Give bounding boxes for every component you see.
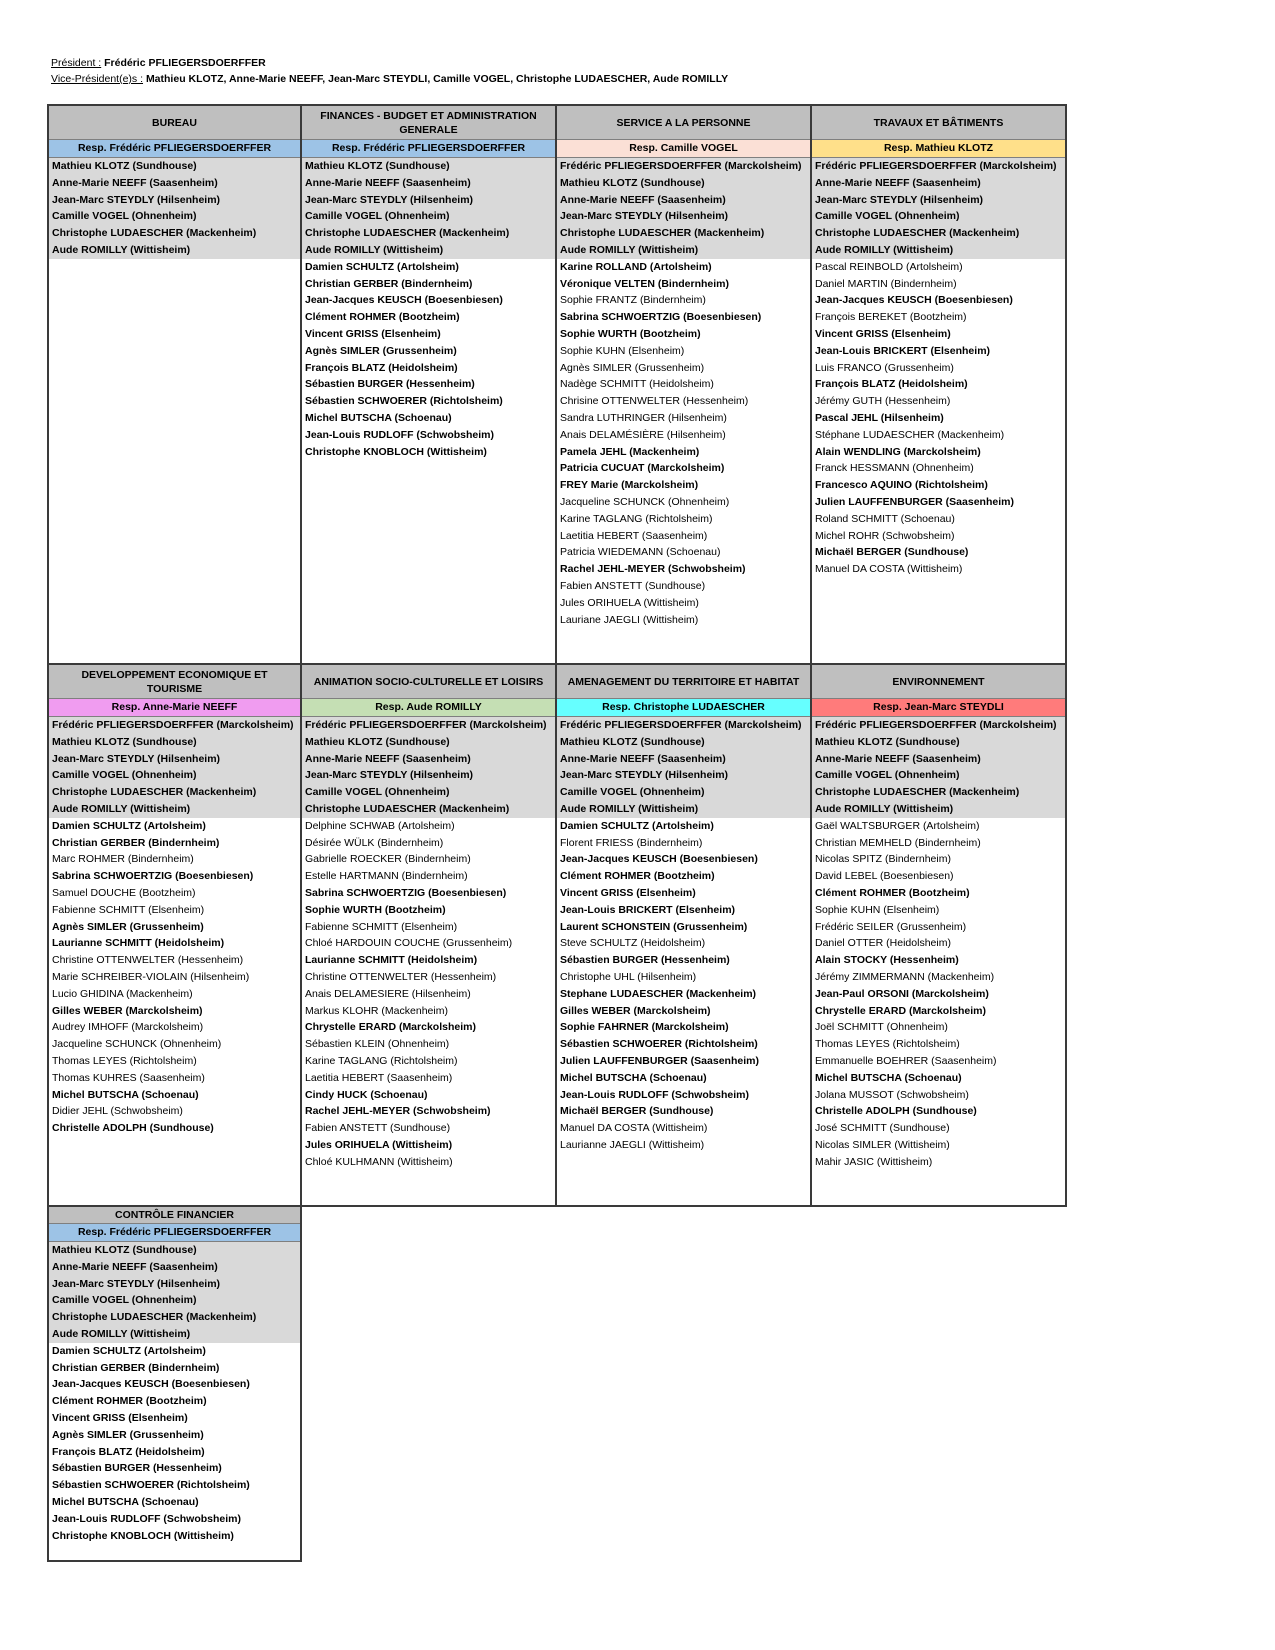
member-item: Sophie KUHN (Elsenheim) [560, 344, 685, 357]
commission-title: AMENAGEMENT DU TERRITOIRE ET HABITAT [557, 665, 810, 699]
member-item: Estelle HARTMANN (Bindernheim) [305, 870, 468, 883]
member-item: Michel BUTSCHA (Schoenau) [815, 1071, 962, 1084]
member-item: Roland SCHMITT (Schoenau) [815, 512, 955, 525]
member-item: Julien LAUFFENBURGER (Saasenheim) [560, 1054, 759, 1067]
member-item: Patricia WIEDEMANN (Schoenau) [560, 546, 721, 559]
member-item: Jean-Louis RUDLOFF (Schwobsheim) [52, 1512, 242, 1525]
member-item: Clément ROHMER (Bootzheim) [52, 1395, 207, 1408]
member-item: Jean-Jacques KEUSCH (Boesenbiesen) [560, 853, 758, 866]
member-item: François BLATZ (Heidolsheim) [52, 1445, 205, 1458]
member-item: Patricia CUCUAT (Marckolsheim) [560, 462, 725, 475]
commission-title: FINANCES - BUDGET ET ADMINISTRATION GENERALE [302, 106, 555, 140]
commission-responsable: Resp. Frédéric PFLIEGERSDOERFFER [49, 1224, 300, 1242]
commission-responsable: Resp. Jean-Marc STEYDLI [812, 699, 1065, 717]
member-item: Camille VOGEL (Ohnenheim) [49, 208, 300, 225]
member-item: Jean-Jacques KEUSCH (Boesenbiesen) [815, 294, 1013, 307]
member-item: Pascal REINBOLD (Artolsheim) [815, 260, 963, 273]
member-item: Sébastien SCHWOERER (Richtolsheim) [305, 395, 503, 408]
commission-responsable: Resp. Mathieu KLOTZ [812, 140, 1065, 158]
member-item: Francesco AQUINO (Richtolsheim) [815, 479, 988, 492]
member-item: Nadège SCHMITT (Heidolsheim) [560, 378, 714, 391]
member-item: Thomas LEYES (Richtolsheim) [815, 1038, 960, 1051]
member-item: Chrystelle ERARD (Marckolsheim) [305, 1021, 476, 1034]
member-item: Jolana MUSSOT (Schwobsheim) [815, 1088, 969, 1101]
member-item: Aude ROMILLY (Wittisheim) [49, 1326, 300, 1343]
member-item: Jean-Marc STEYDLY (Hilsenheim) [49, 1276, 300, 1293]
member-item: David LEBEL (Boesenbiesen) [815, 870, 954, 883]
member-item: Karine ROLLAND (Artolsheim) [560, 260, 712, 273]
member-item: Jean-Paul ORSONI (Marckolsheim) [815, 987, 989, 1000]
commission-responsable: Resp. Christophe LUDAESCHER [557, 699, 810, 717]
member-item: Thomas KUHRES (Saasenheim) [52, 1071, 205, 1084]
commission-responsable: Resp. Camille VOGEL [557, 140, 810, 158]
commission-block [557, 106, 812, 665]
member-item: Marie SCHREIBER-VIOLAIN (Hilsenheim) [52, 970, 250, 983]
member-item: Jules ORIHUELA (Wittisheim) [305, 1138, 453, 1151]
member-item: Nicolas SIMLER (Wittisheim) [815, 1138, 950, 1151]
member-item: Aude ROMILLY (Wittisheim) [557, 242, 810, 259]
member-item: Michel ROHR (Schwobsheim) [815, 529, 955, 542]
member-item: Damien SCHULTZ (Artolsheim) [305, 260, 459, 273]
member-item: Damien SCHULTZ (Artolsheim) [52, 1344, 206, 1357]
member-item: Fabien ANSTETT (Sundhouse) [305, 1122, 451, 1135]
member-item: Christophe LUDAESCHER (Mackenheim) [49, 784, 300, 801]
commission-block [302, 106, 557, 665]
member-item: Fabien ANSTETT (Sundhouse) [560, 579, 706, 592]
member-item: Karine TAGLANG (Richtolsheim) [560, 512, 713, 525]
member-item: Sabrina SCHWOERTZIG (Boesenbiesen) [305, 886, 507, 899]
member-item: Jérémy GUTH (Hessenheim) [815, 395, 951, 408]
commission-title: DEVELOPPEMENT ECONOMIQUE ET TOURISME [49, 665, 300, 699]
member-item: Cindy HUCK (Schoenau) [305, 1088, 428, 1101]
member-item: Jean-Louis RUDLOFF (Schwobsheim) [305, 428, 495, 441]
member-item: Sébastien BURGER (Hessenheim) [305, 378, 475, 391]
member-item: Aude ROMILLY (Wittisheim) [812, 242, 1065, 259]
member-item: Michel BUTSCHA (Schoenau) [52, 1088, 199, 1101]
member-item: Aude ROMILLY (Wittisheim) [557, 801, 810, 818]
member-item: Rachel JEHL-MEYER (Schwobsheim) [305, 1105, 491, 1118]
member-item: Luis FRANCO (Grussenheim) [815, 361, 954, 374]
member-item: Jean-Jacques KEUSCH (Boesenbiesen) [305, 294, 503, 307]
member-item: Lauriane JAEGLI (Wittisheim) [560, 613, 699, 626]
member-list [557, 158, 810, 628]
member-item: Christophe LUDAESCHER (Mackenheim) [812, 784, 1065, 801]
commission-row-2 [47, 663, 1067, 1207]
member-item: Frédéric PFLIEGERSDOERFFER (Marckolsheim) [557, 717, 810, 734]
member-item: Clément ROHMER (Bootzheim) [560, 870, 715, 883]
member-item: Michel BUTSCHA (Schoenau) [560, 1071, 707, 1084]
member-item: Michaël BERGER (Sundhouse) [560, 1105, 714, 1118]
member-item: Samuel DOUCHE (Bootzheim) [52, 886, 196, 899]
member-item: Alain WENDLING (Marckolsheim) [815, 445, 981, 458]
member-item: Joël SCHMITT (Ohnenheim) [815, 1021, 948, 1034]
member-list [49, 158, 300, 259]
member-item: Agnès SIMLER (Grussenheim) [52, 1428, 204, 1441]
commission-title: ANIMATION SOCIO-CULTURELLE ET LOISIRS [302, 665, 555, 699]
member-item: Christophe LUDAESCHER (Mackenheim) [49, 225, 300, 242]
page-header [51, 55, 728, 87]
member-item: Agnès SIMLER (Grussenheim) [305, 344, 457, 357]
member-item: Laurianne SCHMITT (Heidolsheim) [52, 937, 225, 950]
member-item: Anne-Marie NEEFF (Saasenheim) [557, 192, 810, 209]
member-item: Lucio GHIDINA (Mackenheim) [52, 987, 193, 1000]
member-item: Karine TAGLANG (Richtolsheim) [305, 1054, 458, 1067]
member-item: Daniel OTTER (Heidolsheim) [815, 937, 951, 950]
member-item: Mahir JASIC (Wittisheim) [815, 1155, 933, 1168]
member-item: Aude ROMILLY (Wittisheim) [812, 801, 1065, 818]
member-list [49, 717, 300, 1137]
member-item: Michaël BERGER (Sundhouse) [815, 546, 969, 559]
member-item: Aude ROMILLY (Wittisheim) [49, 242, 300, 259]
member-item: Christophe KNOBLOCH (Wittisheim) [52, 1529, 234, 1542]
member-item: Chloé HARDOUIN COUCHE (Grussenheim) [305, 937, 513, 950]
member-item: Anais DELAMESIERE (Hilsenheim) [305, 987, 471, 1000]
member-item: Thomas LEYES (Richtolsheim) [52, 1054, 197, 1067]
member-item: Vincent GRISS (Elsenheim) [52, 1411, 188, 1424]
member-item: Stéphane LUDAESCHER (Mackenheim) [815, 428, 1005, 441]
commission-responsable: Resp. Aude ROMILLY [302, 699, 555, 717]
member-item: Franck HESSMANN (Ohnenheim) [815, 462, 974, 475]
member-item: Christophe LUDAESCHER (Mackenheim) [812, 225, 1065, 242]
member-item: Anais DELAMÉSIÈRE (Hilsenheim) [560, 428, 726, 441]
member-item: Christian GERBER (Bindernheim) [52, 836, 220, 849]
member-item: Frédéric PFLIEGERSDOERFFER (Marckolsheim) [812, 158, 1065, 175]
member-item: Daniel MARTIN (Bindernheim) [815, 277, 957, 290]
commission-title: BUREAU [49, 106, 300, 140]
member-item: Sébastien KLEIN (Ohnenheim) [305, 1038, 450, 1051]
member-item: Jean-Marc STEYDLY (Hilsenheim) [557, 208, 810, 225]
member-item: Christophe LUDAESCHER (Mackenheim) [557, 225, 810, 242]
member-item: FREY Marie (Marckolsheim) [560, 479, 699, 492]
member-item: Mathieu KLOTZ (Sundhouse) [812, 734, 1065, 751]
member-item: Fabienne SCHMITT (Elsenheim) [52, 903, 205, 916]
member-item: Laurianne SCHMITT (Heidolsheim) [305, 954, 478, 967]
member-item: Michel BUTSCHA (Schoenau) [52, 1495, 199, 1508]
member-item: Camille VOGEL (Ohnenheim) [812, 208, 1065, 225]
member-item: Mathieu KLOTZ (Sundhouse) [49, 734, 300, 751]
vice-president-label: Vice-Président(e)s : [51, 73, 144, 85]
member-item: Chrisine OTTENWELTER (Hessenheim) [560, 395, 749, 408]
member-item: Anne-Marie NEEFF (Saasenheim) [49, 175, 300, 192]
member-item: Jean-Jacques KEUSCH (Boesenbiesen) [52, 1378, 250, 1391]
member-item: Vincent GRISS (Elsenheim) [560, 886, 696, 899]
member-item: Laetitia HEBERT (Saasenheim) [305, 1071, 453, 1084]
commission-title: TRAVAUX ET BÂTIMENTS [812, 106, 1065, 140]
member-item: Christophe UHL (Hilsenheim) [560, 970, 697, 983]
member-item: Clément ROHMER (Bootzheim) [815, 886, 970, 899]
member-item: Clément ROHMER (Bootzheim) [305, 311, 460, 324]
member-item: Frédéric PFLIEGERSDOERFFER (Marckolsheim) [302, 717, 555, 734]
member-item: Agnès SIMLER (Grussenheim) [560, 361, 705, 374]
member-item: Jacqueline SCHUNCK (Ohnenheim) [52, 1038, 222, 1051]
member-item: Mathieu KLOTZ (Sundhouse) [49, 158, 300, 175]
member-item: Jérémy ZIMMERMANN (Mackenheim) [815, 970, 995, 983]
member-item: Mathieu KLOTZ (Sundhouse) [557, 175, 810, 192]
member-item: Anne-Marie NEEFF (Saasenheim) [302, 751, 555, 768]
member-item: Florent FRIESS (Bindernheim) [560, 836, 703, 849]
president-line [51, 55, 728, 71]
member-item: Véronique VELTEN (Bindernheim) [560, 277, 729, 290]
member-item: Christophe KNOBLOCH (Wittisheim) [305, 445, 487, 458]
member-item: François BLATZ (Heidolsheim) [305, 361, 458, 374]
member-list [557, 717, 810, 1154]
member-item: Jean-Marc STEYDLY (Hilsenheim) [49, 751, 300, 768]
member-item: Aude ROMILLY (Wittisheim) [49, 801, 300, 818]
member-item: Jean-Marc STEYDLY (Hilsenheim) [557, 767, 810, 784]
member-item: Julien LAUFFENBURGER (Saasenheim) [815, 495, 1014, 508]
member-item: Camille VOGEL (Ohnenheim) [557, 784, 810, 801]
member-item: Camille VOGEL (Ohnenheim) [302, 784, 555, 801]
member-item: Laurianne JAEGLI (Wittisheim) [560, 1138, 705, 1151]
member-item: Camille VOGEL (Ohnenheim) [302, 208, 555, 225]
member-item: Fabienne SCHMITT (Elsenheim) [305, 920, 458, 933]
member-item: Jean-Louis BRICKERT (Elsenheim) [560, 903, 736, 916]
member-item: Audrey IMHOFF (Marckolsheim) [52, 1021, 204, 1034]
member-item: Christelle ADOLPH (Sundhouse) [52, 1122, 214, 1135]
member-item: Christophe LUDAESCHER (Mackenheim) [49, 1309, 300, 1326]
member-list [49, 1242, 300, 1544]
commission-title: ENVIRONNEMENT [812, 665, 1065, 699]
member-item: Sébastien SCHWOERER (Richtolsheim) [52, 1479, 250, 1492]
member-item: Anne-Marie NEEFF (Saasenheim) [302, 175, 555, 192]
commission-block [47, 106, 302, 665]
member-item: Delphine SCHWAB (Artolsheim) [305, 819, 455, 832]
member-item: Rachel JEHL-MEYER (Schwobsheim) [560, 563, 746, 576]
member-item: Mathieu KLOTZ (Sundhouse) [49, 1242, 300, 1259]
commission-title: CONTRÔLE FINANCIER [49, 1207, 300, 1224]
member-item: Chrystelle ERARD (Marckolsheim) [815, 1004, 986, 1017]
member-item: Jean-Marc STEYDLY (Hilsenheim) [812, 192, 1065, 209]
commission-block [302, 665, 557, 1207]
member-item: Frédéric PFLIEGERSDOERFFER (Marckolsheim) [812, 717, 1065, 734]
member-item: Jean-Marc STEYDLY (Hilsenheim) [302, 767, 555, 784]
member-item: Anne-Marie NEEFF (Saasenheim) [812, 751, 1065, 768]
member-list [812, 158, 1065, 578]
member-item: Michel BUTSCHA (Schoenau) [305, 411, 452, 424]
member-item: Christine OTTENWELTER (Hessenheim) [305, 970, 497, 983]
member-item: Sophie FAHRNER (Marckolsheim) [560, 1021, 729, 1034]
member-item: Pascal JEHL (Hilsenheim) [815, 411, 944, 424]
commission-responsable: Resp. Frédéric PFLIEGERSDOERFFER [49, 140, 300, 158]
member-item: Vincent GRISS (Elsenheim) [815, 327, 951, 340]
member-item: Jean-Marc STEYDLY (Hilsenheim) [49, 192, 300, 209]
member-item: Sabrina SCHWOERTZIG (Boesenbiesen) [560, 311, 762, 324]
member-item: Manuel DA COSTA (Wittisheim) [815, 563, 963, 576]
member-item: Marc ROHMER (Bindernheim) [52, 853, 194, 866]
member-item: Alain STOCKY (Hessenheim) [815, 954, 959, 967]
member-item: Agnès SIMLER (Grussenheim) [52, 920, 204, 933]
member-list [302, 158, 555, 460]
member-item: Chloé KULHMANN (Wittisheim) [305, 1155, 453, 1168]
commission-block [47, 665, 302, 1207]
member-item: Sébastien SCHWOERER (Richtolsheim) [560, 1038, 758, 1051]
member-item: Gabrielle ROECKER (Bindernheim) [305, 853, 471, 866]
commission-responsable: Resp. Frédéric PFLIEGERSDOERFFER [302, 140, 555, 158]
member-list [812, 717, 1065, 1171]
member-item: Sophie KUHN (Elsenheim) [815, 903, 940, 916]
member-item: Mathieu KLOTZ (Sundhouse) [302, 734, 555, 751]
member-item: Sébastien BURGER (Hessenheim) [560, 954, 730, 967]
commission-title: SERVICE A LA PERSONNE [557, 106, 810, 140]
member-item: François BEREKET (Bootzheim) [815, 311, 967, 324]
member-item: Jacqueline SCHUNCK (Ohnenheim) [560, 495, 730, 508]
member-item: Christelle ADOLPH (Sundhouse) [815, 1105, 977, 1118]
member-item: Camille VOGEL (Ohnenheim) [812, 767, 1065, 784]
member-item: Sophie WURTH (Bootzheim) [305, 903, 446, 916]
member-item: Désirée WÜLK (Bindernheim) [305, 836, 444, 849]
member-item: Anne-Marie NEEFF (Saasenheim) [49, 1259, 300, 1276]
vice-president-line [51, 71, 728, 87]
member-item: Aude ROMILLY (Wittisheim) [302, 242, 555, 259]
member-item: Steve SCHULTZ (Heidolsheim) [560, 937, 706, 950]
member-item: Manuel DA COSTA (Wittisheim) [560, 1122, 708, 1135]
member-item: Anne-Marie NEEFF (Saasenheim) [557, 751, 810, 768]
commission-block [812, 665, 1067, 1207]
member-item: Mathieu KLOTZ (Sundhouse) [557, 734, 810, 751]
member-item: Sébastien BURGER (Hessenheim) [52, 1462, 222, 1475]
member-item: Didier JEHL (Schwobsheim) [52, 1105, 183, 1118]
commission-row-3 [47, 1205, 1067, 1562]
member-item: Vincent GRISS (Elsenheim) [305, 327, 441, 340]
member-item: Markus KLOHR (Mackenheim) [305, 1004, 448, 1017]
member-item: Camille VOGEL (Ohnenheim) [49, 767, 300, 784]
member-item: Sophie FRANTZ (Bindernheim) [560, 294, 706, 307]
member-item: José SCHMITT (Sundhouse) [815, 1122, 950, 1135]
member-item: Sophie WURTH (Bootzheim) [560, 327, 701, 340]
member-item: Christophe LUDAESCHER (Mackenheim) [302, 801, 555, 818]
member-item: Christian GERBER (Bindernheim) [52, 1361, 220, 1374]
president-label: Président : [51, 57, 102, 69]
member-item: Frédéric PFLIEGERSDOERFFER (Marckolsheim) [557, 158, 810, 175]
member-item: Camille VOGEL (Ohnenheim) [49, 1292, 300, 1309]
member-item: Frédéric PFLIEGERSDOERFFER (Marckolsheim) [49, 717, 300, 734]
member-item: Anne-Marie NEEFF (Saasenheim) [812, 175, 1065, 192]
member-item: Sandra LUTHRINGER (Hilsenheim) [560, 411, 727, 424]
member-item: Jean-Louis BRICKERT (Elsenheim) [815, 344, 991, 357]
member-item: Christine OTTENWELTER (Hessenheim) [52, 954, 244, 967]
member-item: Jean-Marc STEYDLY (Hilsenheim) [302, 192, 555, 209]
member-item: Stephane LUDAESCHER (Mackenheim) [560, 987, 757, 1000]
commission-responsable: Resp. Anne-Marie NEEFF [49, 699, 300, 717]
member-item: Jean-Louis RUDLOFF (Schwobsheim) [560, 1088, 750, 1101]
member-item: Laurent SCHONSTEIN (Grussenheim) [560, 920, 748, 933]
member-item: Sabrina SCHWOERTZIG (Boesenbiesen) [52, 870, 254, 883]
president-name: Frédéric PFLIEGERSDOERFFER [104, 57, 266, 69]
member-item: Jules ORIHUELA (Wittisheim) [560, 596, 699, 609]
member-item: Frédéric SEILER (Grussenheim) [815, 920, 967, 933]
member-item: Mathieu KLOTZ (Sundhouse) [302, 158, 555, 175]
member-item: Gilles WEBER (Marckolsheim) [560, 1004, 711, 1017]
member-item: Christian MEMHELD (Bindernheim) [815, 836, 981, 849]
member-item: Gaël WALTSBURGER (Artolsheim) [815, 819, 980, 832]
member-item: Christophe LUDAESCHER (Mackenheim) [302, 225, 555, 242]
commission-block [812, 106, 1067, 665]
member-item: Nicolas SPITZ (Bindernheim) [815, 853, 951, 866]
member-item: Emmanuelle BOEHRER (Saasenheim) [815, 1054, 997, 1067]
vice-president-names: Mathieu KLOTZ, Anne-Marie NEEFF, Jean-Marc STEYDLI, Camille VOGEL, Christophe LUDAESCHER, Aude ROMILLY [145, 73, 729, 85]
member-item: Gilles WEBER (Marckolsheim) [52, 1004, 203, 1017]
member-item: Laetitia HEBERT (Saasenheim) [560, 529, 708, 542]
commission-block [557, 665, 812, 1207]
member-item: Christian GERBER (Bindernheim) [305, 277, 473, 290]
commission-block [47, 1205, 302, 1562]
commission-row-1 [47, 104, 1067, 665]
member-item: François BLATZ (Heidolsheim) [815, 378, 968, 391]
member-item: Damien SCHULTZ (Artolsheim) [52, 819, 206, 832]
member-item: Damien SCHULTZ (Artolsheim) [560, 819, 714, 832]
member-item: Pamela JEHL (Mackenheim) [560, 445, 700, 458]
member-list [302, 717, 555, 1171]
